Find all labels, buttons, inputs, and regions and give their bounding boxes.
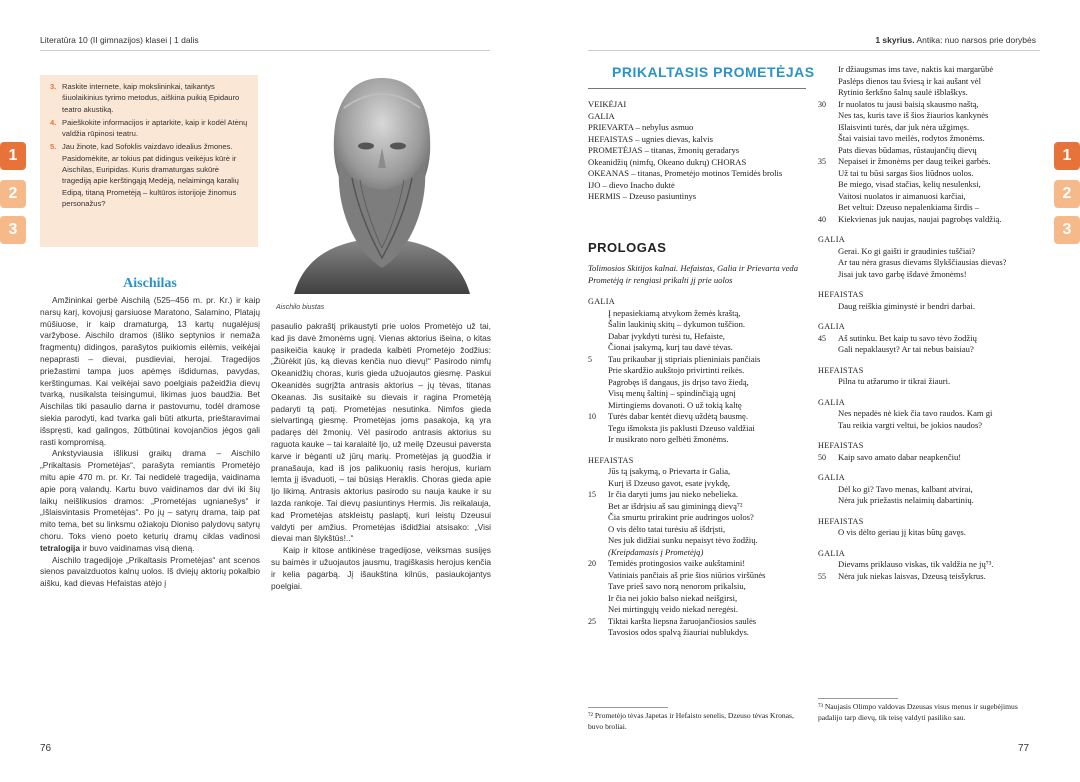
line-number: 10 xyxy=(588,412,596,421)
line-number xyxy=(588,501,608,513)
verse-line xyxy=(588,388,810,400)
verse-text: Dėl ko gi? Tavo menas, kalbant atvirai, xyxy=(838,483,973,494)
task-box xyxy=(40,75,258,247)
verse-text: Tegu išmoksta jis paklusti Dzeuso valdžiai xyxy=(608,422,755,433)
verse-text: Štai vaisiai tavo meilės, rodytos žmonėms. xyxy=(838,133,985,143)
verse-line xyxy=(588,478,810,490)
text-column-2 xyxy=(271,321,491,592)
verse-line xyxy=(818,559,1040,571)
verse-text: Ir nusikrato noro gelbėti žmonėms. xyxy=(608,434,729,444)
verse-text: (Kreipdamasis į Prometėją) xyxy=(608,546,704,557)
speaker-label: HEFAISTAS xyxy=(818,365,864,375)
verse-line xyxy=(588,331,810,343)
verse-text: Nėra juk priežastis nelaimių dabartinių. xyxy=(838,495,974,505)
verse-line xyxy=(818,269,1040,281)
line-number xyxy=(818,376,838,388)
verse-text: Paslėps dienos tau šviesą ir kai aušant vėl xyxy=(838,75,981,86)
task-item: 4. Paieškokite informacijos ir aptarkite, kaip ir kodėl Atėnų valdžia rūpinosi teatru. xyxy=(50,117,248,139)
verse-line xyxy=(818,376,1040,388)
term-tetralogija: tetralogija xyxy=(40,542,81,553)
line-number xyxy=(588,535,608,547)
line-number xyxy=(818,179,838,191)
verse-line xyxy=(818,408,1040,420)
footnote-72: ⁷² Prometėjo tėvas Japetas ir Hefaisto senelis, Dzeuso tėvas Kronas, buvo broliai. xyxy=(588,711,794,731)
verse-text: Čia smurtu prirakint prie audringos uolos? xyxy=(608,512,754,522)
line-number xyxy=(588,466,608,478)
image-caption: Aischilo biustas xyxy=(276,304,325,311)
speaker-label: GALIA xyxy=(818,235,845,244)
paragraph: Amžininkai gerbė Aischilą (525–456 m. pr. Kr.) ir kaip narsų karį, kovojusį garsiuose Maratono, Salamino, Platajų mūšiuose, ir kaip dramaturgą, 13 kartų nugalėjusį varžybose. Aischilo dramos (išliko septynios ir nemaža fragmentų) didingos, parašytos puikiomis eilėmis, veikėjai nepaprasti – dievai, pusdieviai, herojai. Tragedijos priežastimi tampa juos apėmęs išdidumas, pavydas, kerštingumas. Kai veikėjai savo poelgiais pažeidžia dievų tvarką, nusikalsta teisingumui, likimas juos baudžia. Bet Aischilas tiki pasaulio darna ir pastovumu, todėl dramose siekia parodyti, kad tvarka gali būti atkurta, prieštaravimai išspręsti, kad galingos, žūtbūtinai kovojančios jėgos gali rasti kompromisą. xyxy=(40,295,260,447)
chapter-tab-3-left[interactable]: 3 xyxy=(0,216,26,244)
verse-text: Kiekvienas juk naujas, naujai pagrobęs valdžią. xyxy=(838,213,1002,224)
chapter-tab-1-right[interactable]: 1 xyxy=(1054,142,1080,170)
verse-text: Gerai. Ko gi gaišti ir graudinies tuščiai? xyxy=(838,245,976,256)
cast-entry: HERMIS – Dzeuso pasiuntinys xyxy=(588,191,697,201)
verse-text: Tiktai karšta liepsna žaruojančiosios saulės xyxy=(608,615,757,626)
verse-text: Mirtingiems dovanoti. O už tokią kaltę xyxy=(608,399,742,410)
line-number xyxy=(818,202,838,214)
line-number: 25 xyxy=(588,616,596,626)
line-number xyxy=(588,319,608,331)
cast-entry: HEFAISTAS – ugnies dievas, kalvis xyxy=(588,133,713,144)
verse-line xyxy=(588,354,810,366)
verse-text: Nes juk didžiai sunku nepaisyt tėvo žodžių. xyxy=(608,535,758,545)
verse-line xyxy=(588,593,810,605)
verse-line xyxy=(818,257,1040,269)
verse-line xyxy=(588,535,810,547)
line-number xyxy=(588,593,608,605)
verse-line xyxy=(588,319,810,331)
cast-title: VEIKĖJAI xyxy=(588,99,627,109)
line-number xyxy=(818,344,838,356)
line-number xyxy=(818,484,838,496)
line-number xyxy=(818,168,838,180)
chapter-tab-1-left[interactable]: 1 xyxy=(0,142,26,170)
cast-entry: OKEANAS – titanas, Prometėjo motinos Temidės brolis xyxy=(588,168,783,178)
section-title-aischilas: Aischilas xyxy=(123,276,177,291)
line-number xyxy=(588,478,608,490)
verse-text: Turės dabar kentėt dievų uždėtą bausmę. xyxy=(608,411,749,421)
speaker-label: GALIA xyxy=(818,473,845,482)
line-number xyxy=(818,257,838,269)
verse-text: Į nepasiekiamą atvykom žemės kraštą, xyxy=(608,307,741,318)
verse-text: Rytinio šerkšno šalnų saulė išblaškys. xyxy=(838,87,968,97)
line-number: 40 xyxy=(818,214,826,224)
play-text-column-1 xyxy=(588,296,810,639)
text-column-1 xyxy=(40,295,260,590)
verse-text: Jūs tą įsakymą, o Prievarta ir Galia, xyxy=(608,466,731,476)
line-number: 30 xyxy=(818,99,826,109)
verse-text: Jisai juk tavo garbę išdavė žmonėms! xyxy=(838,268,967,279)
verse-line xyxy=(818,179,1040,191)
verse-line xyxy=(818,495,1040,507)
verse-line xyxy=(818,87,1040,99)
play-title: PRIKALTASIS PROMETĖJAS xyxy=(612,64,815,80)
line-number xyxy=(588,434,608,446)
line-number xyxy=(818,527,838,539)
page-number-left: 76 xyxy=(40,743,52,754)
left-running-header: Literatūra 10 (II gimnazijos) klasei | 1 dalis xyxy=(40,35,199,45)
line-number xyxy=(588,365,608,377)
line-number xyxy=(588,512,608,524)
verse-text: Ar tau nėra grasus dievams šlykščiausias dievas? xyxy=(838,257,1007,267)
chapter-tab-2-left[interactable]: 2 xyxy=(0,180,26,208)
chapter-tab-2-right[interactable]: 2 xyxy=(1054,180,1080,208)
verse-text: Nepaisei ir žmonėms per daug teikei garbės. xyxy=(838,156,991,166)
verse-line xyxy=(588,570,810,582)
line-number xyxy=(588,377,608,389)
paragraph: Ankstyviausia išlikusi graikų drama – Aischilo „Prikaltasis Prometėjas“, parašyta remiantis Prometėjo mitu apie 470 m. pr. Kr. Tai nedidelė tragedija, vaidinama apie porą valandų. Kartu buvo vaidinamos dar dvi iki šių laikų neišlikusios dramos: „Prometėjas ugnianešys“ ir „Išlaisvintasis Prometėjas“. Po jų – satyrų drama, taip pat mito tema, bet su linksmu ožiakoju Dioniso palydovų satyrų choru. Toks vieno poeto keturių dramų ciklas vadinosi tetralogija ir buvo vaidinamas visą dieną. xyxy=(40,448,260,553)
cast-entry: IJO – dievo Inacho duktė xyxy=(588,179,675,190)
verse-line xyxy=(818,420,1040,432)
task-item: 3. Raskite internete, kaip mokslininkai, taikantys šiuolaikinius tyrimo metodus, aiškina puikią Epidauro teatro akustiką. xyxy=(50,82,240,114)
line-number: 5 xyxy=(588,354,592,364)
verse-line xyxy=(818,571,1040,583)
verse-line xyxy=(818,122,1040,134)
footnote-73: ⁷³ Naujasis Olimpo valdovas Dzeusas visus menus ir sugebėjimus padalijo tarp dievų, tik teisę valdyti pasiliko sau. xyxy=(818,702,1018,722)
verse-text: Ir nuolatos tu jausi baisią skausmo naštą, xyxy=(838,98,979,109)
verse-line xyxy=(588,501,810,513)
verse-text: Nes nepadės nė kiek čia tavo raudos. Kam gi xyxy=(838,408,993,418)
line-number: 35 xyxy=(818,157,826,166)
cast-entry: GALIA xyxy=(588,110,615,121)
cast-entry: PRIEVARTA – nebylus asmuo xyxy=(588,122,694,132)
line-number xyxy=(588,388,608,400)
verse-line xyxy=(818,246,1040,258)
page-number-right: 77 xyxy=(1018,743,1030,754)
speaker-label: GALIA xyxy=(588,297,615,306)
paragraph: Aischilo tragedijoje „Prikaltasis Prometėjas“ ant scenos sienos pavaizduotos kalnų uolos. Iš dviejų aktorių pokalbio aišku, kad dievas Hefaistas atėjo į xyxy=(40,554,260,589)
line-number xyxy=(818,301,838,313)
verse-text: Bet ar išdrįsiu aš sau giminingą dievą⁷² xyxy=(608,500,743,511)
verse-text: Gali nepaklausyt? Ar tai nebus baisiau? xyxy=(838,344,974,354)
speaker-label: HEFAISTAS xyxy=(818,441,864,450)
line-number: 20 xyxy=(588,559,596,568)
line-number xyxy=(818,408,838,420)
verse-line xyxy=(818,145,1040,157)
verse-text: Už tai tu būsi sargas šios liūdnos uolos. xyxy=(838,167,974,178)
verse-text: Tave prieš savo norą nenorom prikalsiu, xyxy=(608,581,746,591)
line-number xyxy=(588,400,608,412)
line-number xyxy=(818,110,838,122)
verse-text: Tau reikia vargti veltui, be jokios naudos? xyxy=(838,419,983,430)
verse-line xyxy=(588,524,810,536)
verse-line xyxy=(818,168,1040,180)
line-number xyxy=(588,308,608,320)
line-number xyxy=(818,64,838,76)
verse-line xyxy=(588,466,810,478)
speaker-label: HEFAISTAS xyxy=(818,290,864,299)
line-number xyxy=(818,122,838,134)
verse-text: Čionai įsakymą, kurį tau davė tėvas. xyxy=(608,342,733,352)
verse-text: Pats dievas būdamas, rūstaujančių dievų xyxy=(838,144,977,155)
line-number xyxy=(588,423,608,435)
verse-text: Ir džiaugsmas ims tave, naktis kai margarūbė xyxy=(838,64,994,74)
line-number xyxy=(818,246,838,258)
line-number xyxy=(818,559,838,571)
line-number xyxy=(588,342,608,354)
verse-text: Bet veltui: Dzeuso nepalenkiama širdis – xyxy=(838,202,980,212)
paragraph: Kaip ir kitose antikinėse tragedijose, veiksmas susijęs su baimės ir užuojautos jausmu, tragiškasis herojus kenčia ir kelia pagarbą. Jį išaukština kilnūs, pasiaukojantys poelgiai. xyxy=(271,545,491,591)
verse-line xyxy=(818,452,1040,464)
verse-text: Tau prikaubar jį stipriais plieniniais pančiais xyxy=(608,353,761,364)
line-number xyxy=(588,524,608,536)
line-number xyxy=(818,191,838,203)
verse-line xyxy=(818,484,1040,496)
line-number: 15 xyxy=(588,490,596,499)
verse-text: Šalin laukinių skitų – dykumon tuščion. xyxy=(608,319,746,329)
verse-text: Temidės protingosios vaike aukštamini! xyxy=(608,558,746,568)
speaker-label: HEFAISTAS xyxy=(818,516,864,526)
verse-line xyxy=(588,547,810,559)
verse-text: Išlaisvinti turės, dar juk nėra užgimęs. xyxy=(838,121,970,132)
line-number xyxy=(588,581,608,593)
verse-text: Nes tas, kuris tave iš šios žiaurios kankynės xyxy=(838,110,989,120)
line-number: 55 xyxy=(818,571,826,581)
speaker-label: GALIA xyxy=(818,548,845,558)
verse-text: Daug reiškia giminystė ir bendri darbai. xyxy=(838,300,975,311)
verse-line xyxy=(588,604,810,616)
verse-text: Pilna tu atžarumo ir tikrai žiauri. xyxy=(838,376,951,386)
verse-line xyxy=(818,156,1040,168)
verse-text: O vis dėlto geriau jį kitas būtų gavęs. xyxy=(838,527,966,537)
verse-line xyxy=(818,133,1040,145)
line-number xyxy=(588,331,608,343)
verse-text: Dievams priklauso viskas, tik valdžia ne jų⁷³. xyxy=(838,559,994,569)
verse-text: Prie skardžio aukštojo privirtinti reikės. xyxy=(608,365,745,375)
play-text-column-2 xyxy=(818,64,1040,582)
verse-text: Nei mirtingųjų veido niekad neregėsi. xyxy=(608,604,739,614)
line-number: 50 xyxy=(818,452,826,462)
verse-line xyxy=(818,110,1040,122)
left-header-rule xyxy=(40,50,490,51)
line-number xyxy=(818,133,838,145)
verse-line xyxy=(588,489,810,501)
verse-line xyxy=(588,365,810,377)
line-number xyxy=(818,87,838,99)
verse-line xyxy=(588,411,810,423)
verse-line xyxy=(588,400,810,412)
verse-line xyxy=(588,627,810,639)
verse-text: Pagrobęs iš dangaus, jis drįso tavo žiedą, xyxy=(608,376,749,387)
verse-text: O vis dėlto tatai turėsiu aš išdrįsti, xyxy=(608,523,726,534)
footnote-rule xyxy=(818,698,898,699)
chapter-tab-3-right[interactable]: 3 xyxy=(1054,216,1080,244)
prolog-title: PROLOGAS xyxy=(588,240,667,255)
paragraph: pasaulio pakraštį prikaustyti prie uolos Prometėjo už tai, kad jis davė žmonėms ugnį. Vienas aktorius išeina, o kitas pasikeičia kaukę ir pradeda kalbėti Prometėjo žodžius: „Žiūrėkit jūs, ką dievas kenčia nuo dievų!“ Pasirodo nimfų Okeanidžių choras, kuris gieda užuojautos giesmę. Paskui Okeanidės sugrįžta antrasis aktorius – jų tėvas, titanas Okeanas. Jis susitaikė su dievais ir ragina Prometėją padaryti tą patį. Prometėjas nesutinka. Nimfos gieda sielvartingą giesmę. Prometėjas joms pasakoja, ką yra padaręs dėl žmonių. Vėl pasirodo antrasis aktorius su raguota kauke – tai karalaitė Ijo, už meilę Dzeusui paversta karve ir bėganti už jūrų marių. Prometėjas ją guodžia ir pranašauja, kad iš jos palikuonių rasis herojus, kuriam lemta jį išvaduoti, – tai būsiąs Heraklis. Choras gieda apie Ijo likimą. Antrasis aktorius pasirodo su nauja kauke ir su lazda rankoje. Tai dievų pasiuntinys Hermis. Jis reikalauja, kad Prometėjas atskleistų paslaptį, kuri leistų Dzeusui valdyti per amžius. Prometėjas išdidžiai atsisako: „Visi dievai man šlykštūs!..“ xyxy=(271,321,491,544)
speaker-label: GALIA xyxy=(818,397,845,407)
line-number xyxy=(818,420,838,432)
verse-text: Visų menų šaltinį – spindinčiąją ugnį xyxy=(608,388,736,398)
verse-text: Tavosios odos spalvą žiauriai nublukdys. xyxy=(608,627,749,637)
line-number xyxy=(588,547,608,559)
line-number xyxy=(818,495,838,507)
right-header-rule xyxy=(588,50,1040,51)
verse-line xyxy=(818,76,1040,88)
verse-text: Ir čia daryti jums jau nieko nebelieka. xyxy=(608,489,739,499)
footnote-rule xyxy=(588,707,668,708)
verse-text: Ir čia nei jokio balso niekad neišgirsi, xyxy=(608,592,738,603)
verse-text: Aš sutinku. Bet kaip tu savo tėvo žodžių xyxy=(838,332,977,343)
verse-line xyxy=(588,308,810,320)
line-number: 45 xyxy=(818,333,826,343)
verse-line xyxy=(818,64,1040,76)
speaker-label: HEFAISTAS xyxy=(588,455,634,465)
line-number xyxy=(818,145,838,157)
verse-text: Kaip savo amato dabar neapkenčiu! xyxy=(838,451,962,462)
verse-line xyxy=(818,202,1040,214)
line-number xyxy=(818,76,838,88)
verse-line xyxy=(588,423,810,435)
line-number xyxy=(588,627,608,639)
verse-line xyxy=(818,527,1040,539)
verse-line xyxy=(818,99,1040,111)
cast-entry: Okeanidžių (nimfų, Okeano dukrų) CHORAS xyxy=(588,156,747,167)
task-item: 5. Jau žinote, kad Sofoklis vaizdavo idealius žmones. Pasidomėkite, ar tokius pat didingus veikėjus kūrė ir Aischilas, Euripidas. Kuris dramaturgas sukūrė tragediją apie kerštingąją Medėją, nelaimingą karalių Edipą, titaną Prometėją – kultūros istorijoje žinomus personažus? xyxy=(50,142,239,208)
verse-line xyxy=(588,512,810,524)
title-rule xyxy=(588,88,806,89)
verse-text: Vatiniais pančiais aš prie šios niūrios viršūnės xyxy=(608,569,766,580)
right-running-header: 1 skyrius. Antika: nuo narsos prie dorybės xyxy=(875,35,1036,45)
verse-line xyxy=(588,434,810,446)
verse-line xyxy=(588,616,810,628)
cast-list xyxy=(588,99,808,203)
stage-direction: Tolimosios Skitijos kalnai. Hefaistas, Galia ir Prievarta veda Prometėją ir rengiasi prikalti jį prie uolos xyxy=(588,263,798,285)
verse-line xyxy=(818,301,1040,313)
verse-line xyxy=(818,333,1040,345)
aeschylus-bust-image xyxy=(274,68,490,294)
verse-line xyxy=(588,377,810,389)
line-number xyxy=(588,604,608,616)
speaker-label: GALIA xyxy=(818,322,845,331)
verse-text: Nėra juk niekas laisvas, Dzeusą teisšykrus. xyxy=(838,570,986,581)
verse-line xyxy=(818,191,1040,203)
cast-entry: PROMETĖJAS – titanas, žmonių geradarys xyxy=(588,145,740,155)
line-number xyxy=(588,570,608,582)
verse-text: Dabar įvykdyti turėsi tu, Hefaiste, xyxy=(608,330,725,341)
verse-text: Vaitosi nuolatos ir aimanuosi karčiai, xyxy=(838,190,966,201)
verse-text: Be miego, visad stačias, kelių nesulenksi, xyxy=(838,179,981,189)
verse-line xyxy=(588,581,810,593)
verse-text: Kurį iš Dzeuso gavot, esate įvykdę, xyxy=(608,477,730,488)
verse-line xyxy=(818,344,1040,356)
line-number xyxy=(818,269,838,281)
verse-line xyxy=(818,214,1040,226)
verse-line xyxy=(588,558,810,570)
verse-line xyxy=(588,342,810,354)
